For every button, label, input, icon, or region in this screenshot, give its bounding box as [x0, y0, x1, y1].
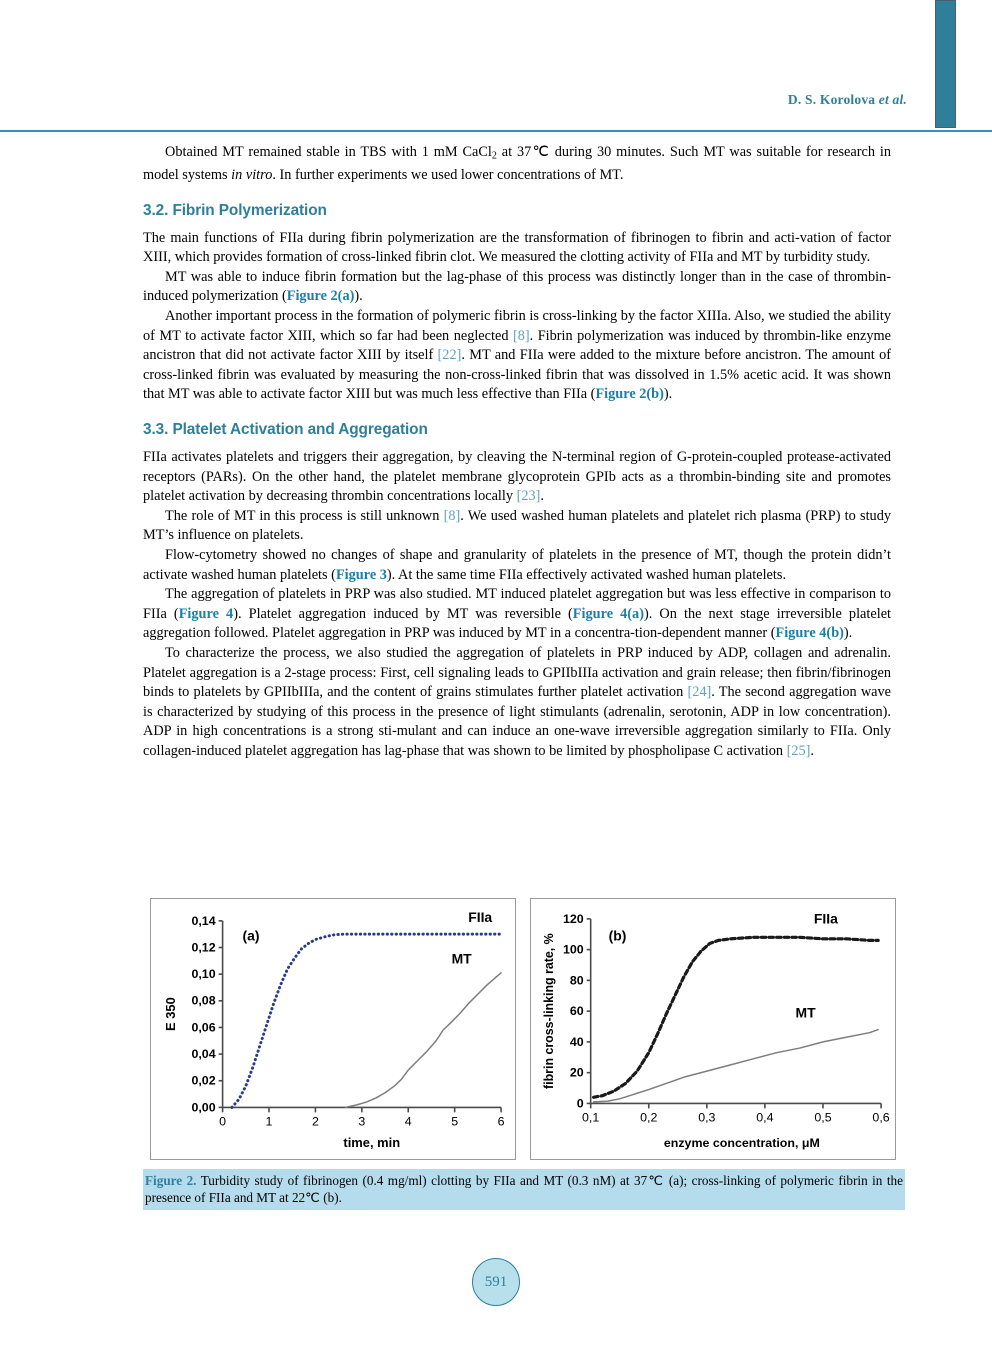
svg-text:0,12: 0,12	[191, 940, 216, 955]
svg-text:FIIa: FIIa	[468, 909, 493, 926]
svg-text:MT: MT	[451, 950, 472, 967]
turbidity-chart	[151, 899, 515, 1159]
page-number: 591	[484, 1273, 508, 1290]
figure-caption-text: Turbidity study of fibrinogen (0.4 mg/ml) clotting by FIIa and MT (0.3 nM) at 37℃ (a); cross-linking of polymeric fibrin in the presence of FIIa and MT at 22℃ (b).	[145, 1173, 903, 1205]
page-number-badge	[472, 1258, 520, 1306]
svg-text:0,00: 0,00	[191, 1100, 216, 1115]
paragraph-3-3-2	[143, 507, 891, 546]
intro-text-3: . In further experiments we used lower concentrations of MT.	[272, 167, 624, 184]
paragraph-intro	[143, 143, 891, 186]
svg-text:0,08: 0,08	[191, 993, 216, 1008]
p8-text-b: . The second aggregation wave is characterized by studying of this process in the presence of light stimulants (adrenalin, serotonin, ADP in low concentration). ADP in high concentrations is a strong sti-mulant and can induce an one-wave irreversible aggregation similarly to FIIa. Only collagen-induced platelet aggregation has lag-phase that was shown to be limited by phospholipase C activation	[143, 684, 891, 759]
svg-text:0,04: 0,04	[191, 1047, 216, 1062]
paragraph-3-3-5	[143, 644, 891, 762]
svg-text:0: 0	[219, 1114, 227, 1129]
figure-reference-4b[interactable]: Figure 4(b)	[775, 625, 844, 642]
p3-text-c: . MT and FIIa were added to the mixture before ancistron. The amount of cross-linked fibrin was evaluated by measuring the non-cross-linked fibrin that was dissolved in 1.5% acetic acid. It was shown that MT was able to activate factor XIII but was much less effective than FIIa (	[143, 347, 891, 403]
p3-text-d: ).	[663, 386, 673, 403]
citation-23[interactable]: [23]	[516, 488, 541, 505]
paragraph-3-2-3	[143, 307, 891, 405]
intro-subscript: 2	[491, 150, 497, 162]
svg-text:0,3: 0,3	[698, 1110, 716, 1125]
citation-22[interactable]: [22]	[437, 347, 462, 364]
p3-text-b: . Fibrin polymerization was induced by thrombin-like enzyme ancistron that did not activate factor XIII by itself	[143, 327, 891, 364]
citation-8[interactable]: [8]	[512, 327, 530, 344]
p5-text-a: The role of MT in this process is still unknown	[165, 507, 444, 524]
figure-reference-3[interactable]: Figure 3	[335, 566, 387, 583]
svg-text:0,5: 0,5	[814, 1110, 832, 1125]
p7-text-c: ). On the next stage irreversible platelet aggregation followed. Platelet aggregation in PRP was induced by MT in a concentra-tion-dependent manner (	[143, 605, 892, 642]
figure-reference-4a[interactable]: Figure 4(a)	[572, 605, 644, 622]
svg-text:20: 20	[569, 1065, 584, 1080]
svg-text:0,14: 0,14	[191, 913, 216, 928]
svg-text:0,2: 0,2	[640, 1110, 658, 1125]
p3-text-a: Another important process in the formation of polymeric fibrin is cross-linking by the factor XIIIa. Also, we studied the ability of MT to activate factor XIII, which so far had been neglected	[143, 308, 891, 344]
paragraph-3-2-2	[143, 268, 891, 307]
svg-text:0,06: 0,06	[191, 1020, 216, 1035]
figure-reference-2a[interactable]: Figure 2(a)	[286, 288, 355, 305]
header-author-suffix: et al.	[878, 92, 907, 107]
p7-text-a: The aggregation of platelets in PRP was also studied. MT induced platelet aggregation but was less effective in comparison to FIIa (	[143, 586, 891, 622]
paragraph-3-2-1: The main functions of FIIa during fibrin polymerization are the transformation of fibrinogen to fibrin and acti-vation of factor XIII, which provides formation of cross-linked fibrin clot. We measured the clotting activity of FIIa and MT by turbidity study.	[143, 229, 891, 266]
section-heading-3-2: 3.2. Fibrin Polymerization	[143, 201, 327, 219]
svg-text:5: 5	[451, 1114, 459, 1129]
figure-caption	[143, 1169, 905, 1210]
svg-text:time, min: time, min	[343, 1135, 401, 1151]
svg-text:100: 100	[562, 942, 584, 957]
figure-2	[150, 898, 896, 1160]
citation-25[interactable]: [25]	[786, 742, 811, 759]
p4-text-b: .	[540, 488, 544, 505]
svg-text:2: 2	[311, 1114, 319, 1129]
intro-italic: in vitro	[231, 167, 273, 184]
header-accent-bar	[935, 0, 956, 128]
svg-text:3: 3	[358, 1114, 366, 1129]
svg-text:6: 6	[497, 1114, 505, 1129]
p8-text-c: .	[810, 742, 814, 759]
paragraph-3-3-4	[143, 585, 891, 644]
intro-text-2: at 37℃ during 30 minutes. Such MT was suitable for research in model systems	[143, 144, 892, 184]
svg-text:0,1: 0,1	[582, 1110, 600, 1125]
svg-text:40: 40	[569, 1034, 584, 1049]
intro-text-1: Obtained MT remained stable in TBS with 1 mM CaCl	[165, 144, 492, 160]
p7-text-d: ).	[843, 625, 853, 642]
header-author-name: D. S. Korolova	[787, 92, 876, 107]
section-heading-3-3: 3.3. Platelet Activation and Aggregation	[143, 421, 428, 439]
figure-reference-4[interactable]: Figure 4	[178, 605, 234, 622]
article-body	[143, 143, 891, 762]
svg-text:fibrin cross-linking rate, %: fibrin cross-linking rate, %	[541, 933, 556, 1089]
paragraph-3-3-3	[143, 546, 891, 585]
svg-text:60: 60	[569, 1004, 584, 1019]
chart-panel-b	[530, 898, 896, 1160]
figure-reference-2b[interactable]: Figure 2(b)	[595, 386, 664, 403]
page-header	[0, 0, 992, 132]
svg-text:0,4: 0,4	[756, 1110, 774, 1125]
svg-text:(a): (a)	[242, 927, 260, 944]
svg-text:FIIa: FIIa	[813, 910, 838, 927]
paragraph-3-3-1	[143, 448, 891, 507]
svg-text:4: 4	[404, 1114, 412, 1129]
citation-8b[interactable]: [8]	[443, 507, 461, 524]
p2-text-a: MT was able to induce fibrin formation but the lag-phase of this process was distinctly longer than in the case of thrombin-induced polymerization (	[143, 268, 891, 305]
p8-text-a: To characterize the process, we also studied the aggregation of platelets in PRP induced by ADP, collagen and adrenalin. Platelet aggregation is a 2-stage process: First, cell signaling leads to GPIIbIIIa activation and grain release; then fibrin/fibrinogen binds to platelets by GPIIbIIIa, and the content of grains stimulates further platelet activation	[143, 644, 891, 701]
p5-text-b: . We used washed human platelets and platelet rich plasma (PRP) to study MT’s influence on platelets.	[143, 507, 891, 544]
svg-text:80: 80	[569, 973, 584, 988]
svg-text:0: 0	[576, 1096, 584, 1111]
chart-panel-a	[150, 898, 516, 1160]
p4-text-a: FIIa activates platelets and triggers their aggregation, by cleaving the N-terminal region of G-protein-coupled protease-activated receptors (PARs). On the other hand, the platelet membrane glycoprotein GPIb acts as a thrombin-binding site and promotes platelet activation by decreasing thrombin concentrations locally	[143, 449, 891, 505]
svg-text:(b): (b)	[608, 927, 627, 944]
figure-caption-label: Figure 2.	[145, 1173, 197, 1188]
p6-text-b: ). At the same time FIIa effectively activated washed human platelets.	[386, 566, 787, 583]
p6-text-a: Flow-cytometry showed no changes of shape and granularity of platelets in the presence of MT, though the protein didn’t activate washed human platelets (	[143, 547, 891, 583]
p7-text-b: ). Platelet aggregation induced by MT was reversible (	[233, 605, 573, 622]
crosslinking-chart	[531, 899, 895, 1159]
svg-text:120: 120	[562, 911, 584, 926]
svg-text:0,10: 0,10	[191, 967, 216, 982]
header-divider-rule	[0, 130, 992, 132]
header-author-line	[788, 92, 907, 108]
p2-text-b: ).	[354, 288, 363, 305]
svg-text:E 350: E 350	[162, 997, 178, 1031]
svg-text:0,02: 0,02	[191, 1073, 216, 1088]
svg-text:1: 1	[265, 1114, 273, 1129]
svg-text:MT: MT	[795, 1004, 816, 1021]
citation-24[interactable]: [24]	[687, 684, 712, 701]
svg-text:enzyme concentration, μM: enzyme concentration, μM	[663, 1136, 820, 1151]
svg-text:0,6: 0,6	[872, 1110, 890, 1125]
